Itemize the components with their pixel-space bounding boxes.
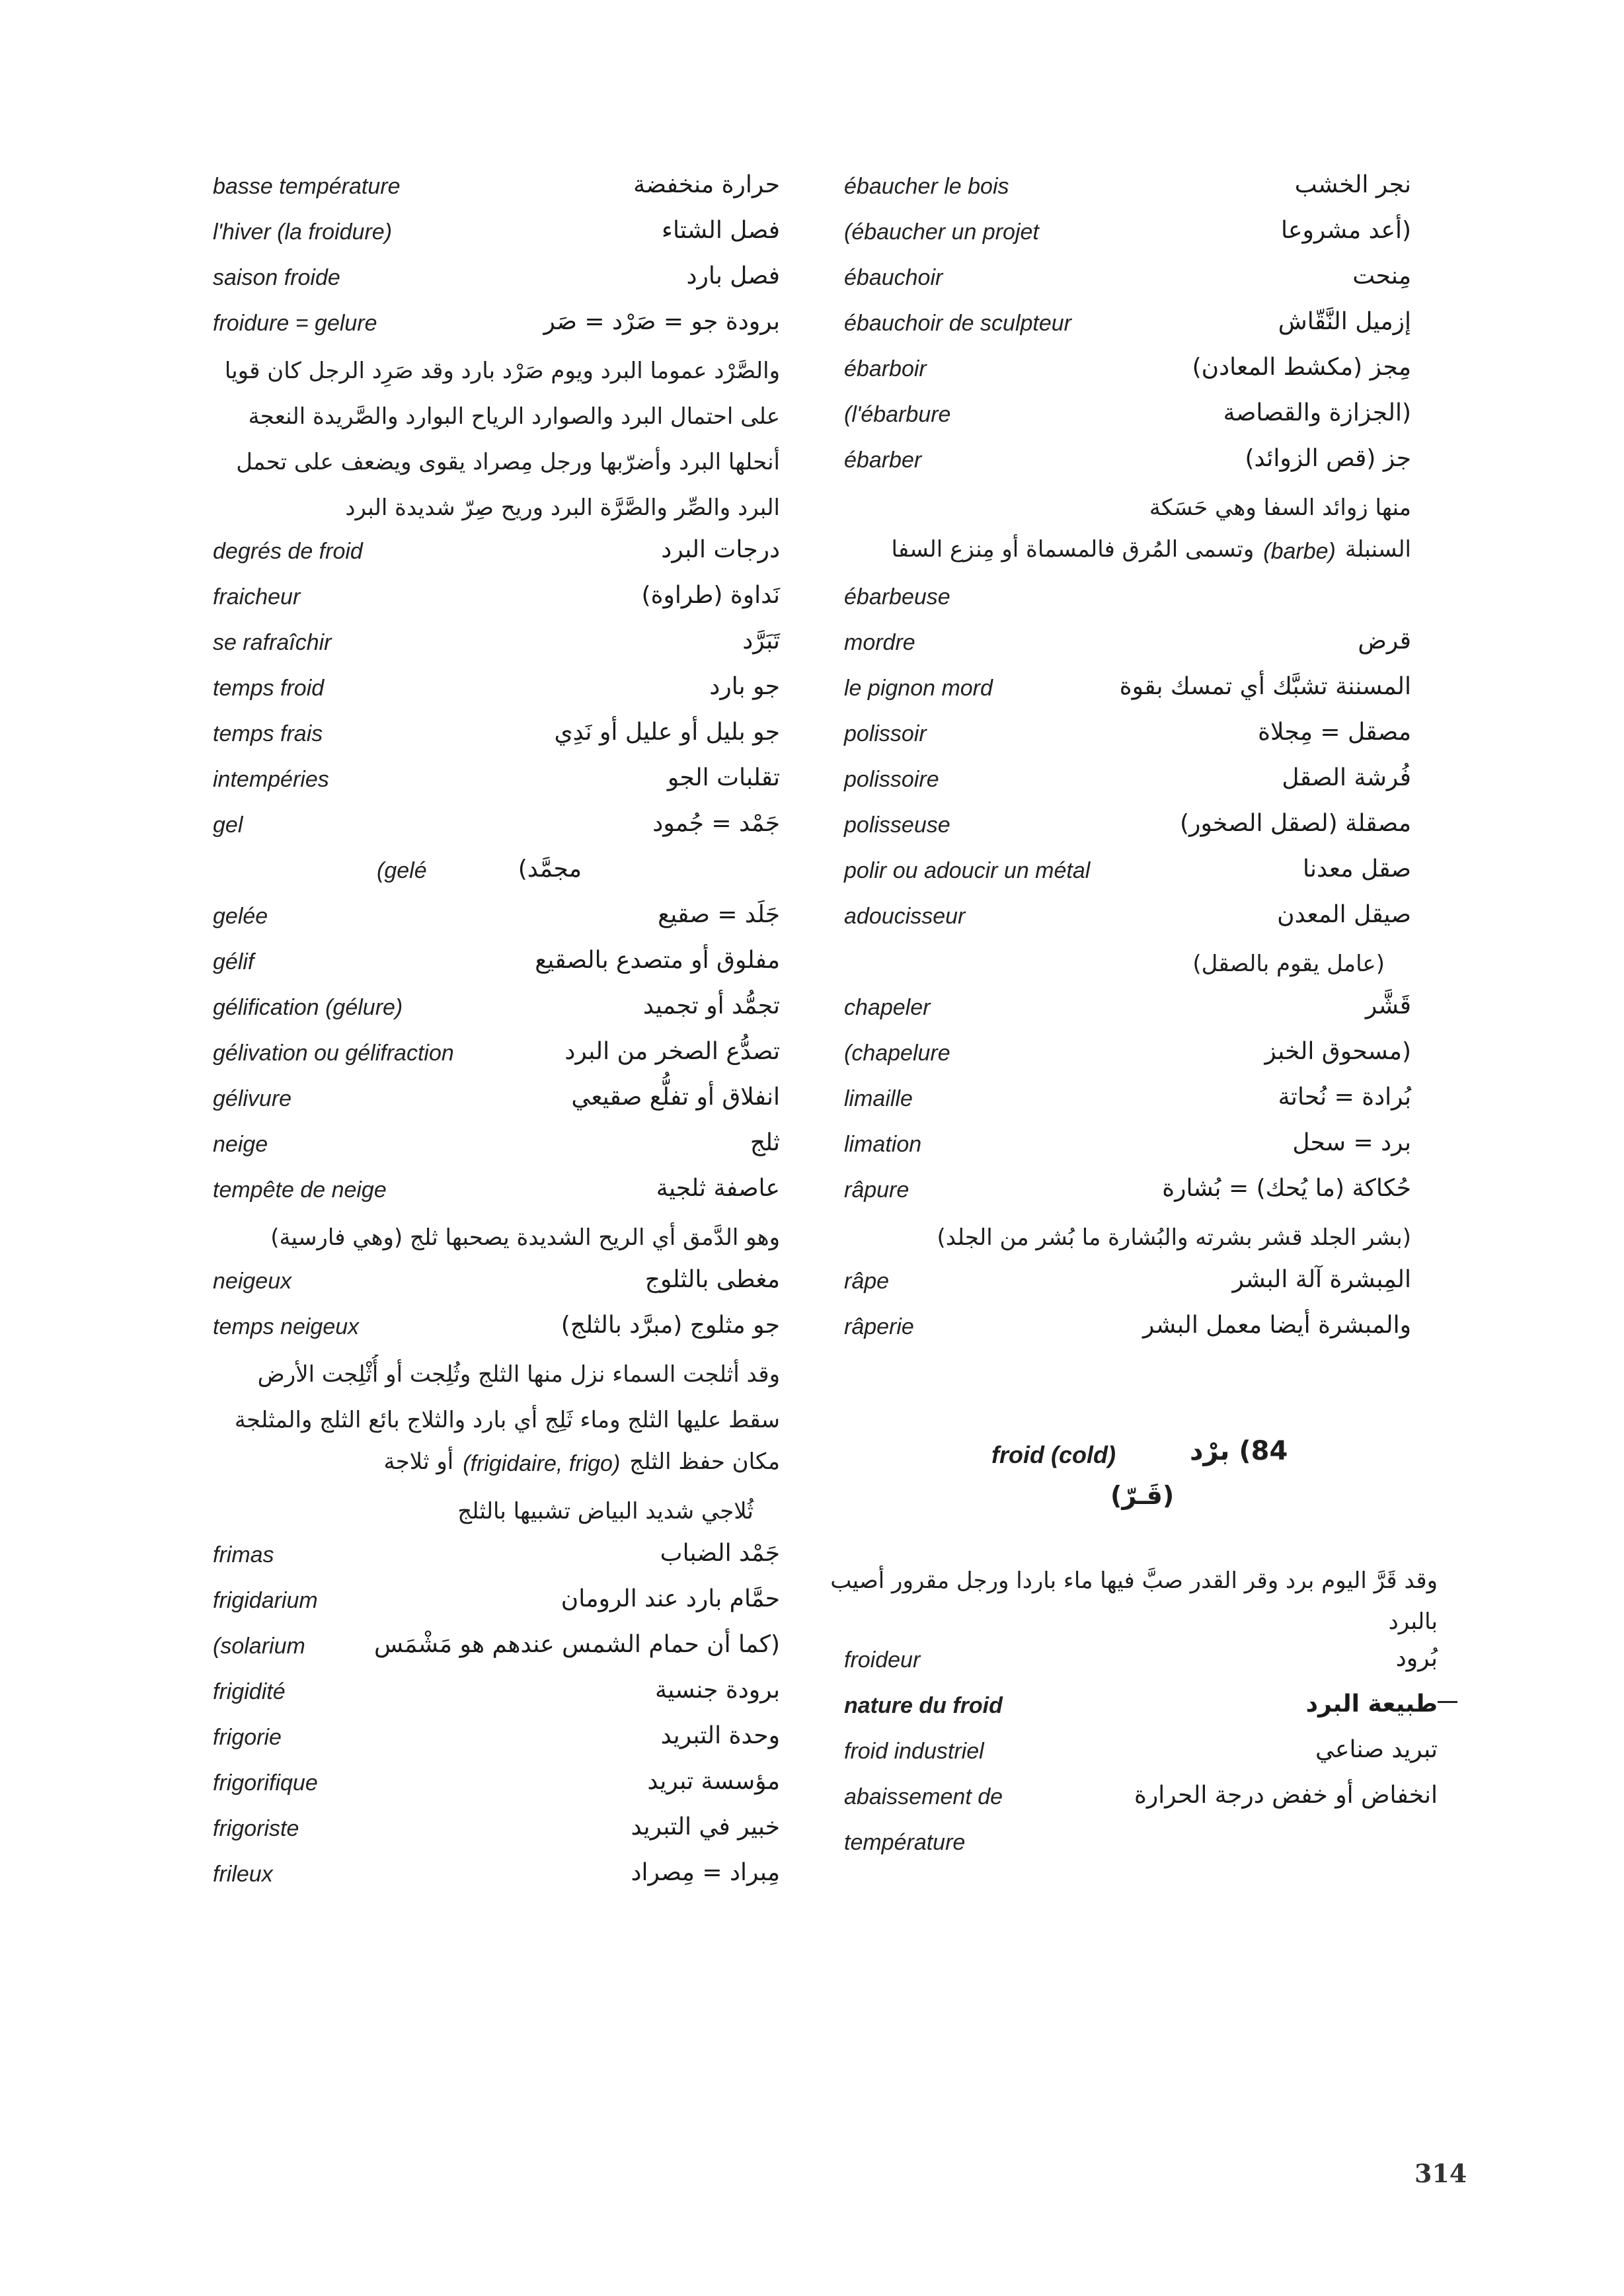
dash-mark [1438, 1701, 1457, 1703]
arabic-term: جَمْد الضباب [660, 1540, 780, 1567]
entry-row [830, 1779, 1438, 1825]
arabic-gloss-end: أو ثلاجة [383, 1448, 454, 1475]
french-term: gélivure [213, 1086, 292, 1111]
arabic-term: خبير في التبريد [631, 1813, 780, 1841]
lower-right-block [830, 1560, 1438, 1870]
arabic-term: جز (قص الزوائد) [1245, 445, 1411, 472]
arabic-term: إزميل النَّقّاش [1278, 308, 1411, 335]
french-term: degrés de froid [213, 539, 363, 564]
french-term: (gelé [377, 858, 427, 883]
entry-row [198, 716, 780, 762]
entry-row [830, 442, 1411, 488]
entry-row [830, 1825, 1438, 1870]
arabic-gloss-line: على احتمال البرد والصوارد الرياح البوارد والصَّريدة النعجة [248, 403, 780, 430]
french-term: limation [844, 1132, 922, 1157]
arabic-term: برودة جو = صَرْد = صَر [543, 308, 780, 335]
arabic-term: صقل معدنا [1302, 855, 1411, 883]
arabic-term: عاصفة ثلجية [656, 1175, 780, 1202]
french-term: frigoriste [213, 1816, 299, 1841]
arabic-term: مِنحت [1352, 262, 1411, 290]
french-term: râperie [844, 1314, 914, 1339]
french-term: le pignon mord [844, 676, 993, 701]
arabic-term: والمبشرة أيضا معمل البشر [1143, 1312, 1411, 1339]
entry-row [830, 169, 1411, 214]
arabic-term: فُرشة الصقل [1282, 764, 1411, 791]
entry-row [830, 1263, 1411, 1309]
french-term: frigorifique [213, 1770, 318, 1796]
entry-row [198, 853, 780, 898]
entry-row [198, 1583, 780, 1628]
arabic-term: حرارة منخفضة [633, 171, 780, 198]
entry-row [830, 990, 1411, 1035]
entry-row [830, 1127, 1411, 1172]
french-term: ébaucher le bois [844, 174, 1009, 199]
entry-row [198, 807, 780, 853]
entry-row [830, 1309, 1411, 1355]
french-term: intempéries [213, 767, 329, 792]
arabic-gloss-line: سقط عليها الثلج وماء ثَلِج أي بارد والثلاج بائع الثلج والمثلجة [234, 1407, 780, 1433]
entry-row [198, 990, 780, 1035]
arabic-term: برد = سحل [1292, 1129, 1411, 1156]
french-term: temps neigeux [213, 1314, 360, 1339]
arabic-term: مغطى بالثلوج [644, 1266, 780, 1293]
arabic-term: مِبراد = مِصراد [631, 1859, 780, 1886]
entry-row [198, 1856, 780, 1902]
arabic-term: (أعد مشروعا [1281, 217, 1411, 244]
entry-row [198, 1172, 780, 1218]
arabic-term: تصدُّع الصخر من البرد [564, 1038, 780, 1065]
entry-row [198, 670, 780, 716]
arabic-term: المِبشرة آلة البشر [1232, 1266, 1411, 1293]
entry-row [198, 1674, 780, 1720]
arabic-term: انفلاق أو تفلُّع صقيعي [571, 1084, 780, 1111]
arabic-term: (مسحوق الخبز [1264, 1038, 1411, 1065]
entry-row [198, 1035, 780, 1081]
arabic-term: حمَّام بارد عند الرومان [561, 1585, 780, 1612]
entry-row [198, 898, 780, 944]
arabic-gloss-line: البرد والصِّر والصَّرَّة البرد وريح صِرّ شديدة البرد [345, 495, 780, 521]
entry-row [198, 1720, 780, 1765]
french-term: gel [213, 812, 243, 838]
mixed-line [198, 1446, 780, 1491]
arabic-term: جو بليل أو عليل أو نَدِي [554, 719, 780, 746]
entry-row [198, 762, 780, 807]
mixed-line [830, 534, 1411, 579]
arabic-gloss-line: وهو الدَّمق أي الريح الشديدة يصحبها ثلج (وهي فارسية) [270, 1224, 780, 1251]
entry-row [830, 625, 1411, 670]
french-term: polir ou adoucir un métal [844, 858, 1091, 883]
french-term: l'hiver (la froidure) [213, 219, 393, 245]
entry-row [830, 716, 1411, 762]
arabic-term: نجر الخشب [1294, 171, 1411, 198]
entry-row [198, 625, 780, 670]
entry-row [198, 1263, 780, 1309]
french-term: (solarium [213, 1634, 305, 1659]
arabic-term: جَمْد = جُمود [652, 810, 780, 837]
entry-row [198, 1765, 780, 1811]
section-paragraph: وقد قَرَّ اليوم برد وقر القدر صبَّ فيها ماء باردا ورجل مقرور أصيب [830, 1567, 1438, 1594]
arabic-term: درجات البرد [661, 536, 780, 563]
french-term: polissoir [844, 721, 927, 746]
arabic-gloss-line: وقد أثلجت السماء نزل منها الثلج وثُلِجت أو أُثْلِجت الأرض [257, 1361, 780, 1388]
entry-row [830, 898, 1411, 944]
entry-row [830, 260, 1411, 305]
page-number: 314 [1414, 2158, 1467, 2188]
arabic-term: جو بارد [709, 673, 780, 700]
section-french-title: froid (cold) [991, 1441, 1116, 1468]
french-term: se rafraîchir [213, 630, 332, 655]
entry-row [830, 1642, 1438, 1688]
arabic-term: انخفاض أو خفض درجة الحرارة [1134, 1782, 1438, 1809]
entry-row [198, 305, 780, 351]
french-term: température [844, 1830, 966, 1855]
french-term: (chapelure [844, 1041, 950, 1066]
french-term: polisseuse [844, 812, 950, 838]
french-term: ébarbeuse [844, 584, 950, 610]
french-term: limaille [844, 1086, 913, 1111]
french-term: neigeux [213, 1269, 292, 1294]
entry-row [830, 579, 1411, 625]
entry-row [830, 1172, 1411, 1218]
french-term: saison froide [213, 265, 340, 290]
arabic-gloss-line: ثُلاجي شديد البياض تشبيها بالثلج [457, 1498, 754, 1524]
arabic-term: (الجزازة والقصاصة [1223, 399, 1411, 426]
arabic-gloss-line: والصَّرْد عموما البرد ويوم صَرْد بارد وقد صَرِد الرجل كان قويا [224, 358, 780, 384]
entry-row [830, 351, 1411, 397]
entry-row [830, 853, 1411, 898]
arabic-gloss-start: السنبلة [1344, 536, 1411, 563]
section-heading [978, 1435, 1388, 1527]
french-term: râpure [844, 1177, 909, 1203]
arabic-term: تجمُّد أو تجميد [642, 992, 780, 1019]
arabic-gloss-line: منها زوائد السفا وهي حَسَكة [1149, 495, 1411, 521]
arabic-gloss-end: وتسمى المُرق فالمسماة أو مِنزع السفا [891, 536, 1255, 563]
entry-row [198, 1309, 780, 1355]
french-term: gelée [213, 904, 268, 929]
arabic-term: فصل الشتاء [662, 217, 780, 244]
entry-row [830, 1035, 1411, 1081]
arabic-gloss-line: (بشر الجلد قشر بشرته والبُشارة ما بُشر من الجلد) [937, 1224, 1411, 1251]
french-term: ébarber [844, 448, 922, 473]
french-term: temps froid [213, 676, 325, 701]
arabic-term: بُرادة = نُحاتة [1278, 1084, 1411, 1111]
french-term: gélif [213, 949, 254, 974]
arabic-term: قرض [1358, 627, 1411, 654]
entry-row [830, 1688, 1438, 1733]
entry-row [198, 1628, 780, 1674]
arabic-term: مؤسسة تبريد [647, 1768, 780, 1795]
arabic-term: نَداوة (طراوة) [641, 582, 780, 609]
entry-row [830, 762, 1411, 807]
entry-row [198, 260, 780, 305]
french-term: froidure = gelure [213, 311, 377, 336]
french-term: (l'ébarbure [844, 402, 951, 427]
lower-entries [830, 1642, 1438, 1870]
arabic-term: جو مثلوج (مبرَّد بالثلج) [561, 1312, 780, 1339]
entry-row [198, 214, 780, 260]
arabic-term: تقلبات الجو [667, 764, 780, 791]
arabic-term: حُكاكة (ما يُحك) = بُشارة [1162, 1175, 1411, 1202]
entry-row [198, 1081, 780, 1127]
french-inline-term: (barbe) [1263, 539, 1336, 564]
french-term: frileux [213, 1862, 273, 1887]
french-term: nature du froid [844, 1693, 1003, 1718]
entry-row [198, 1811, 780, 1856]
arabic-gloss-start: مكان حفظ الثلج [629, 1448, 780, 1475]
arabic-gloss-line: (عامل يقوم بالصقل) [1192, 951, 1385, 977]
arabic-term: (كما أن حمام الشمس عندهم هو مَشْمَس [373, 1631, 780, 1658]
entry-row [830, 305, 1411, 351]
arabic-term: مِجز (مكشط المعادن) [1192, 354, 1411, 381]
french-term: fraicheur [213, 584, 301, 610]
arabic-term: فصل بارد [686, 262, 780, 290]
arabic-term: تبريد صناعي [1315, 1736, 1438, 1763]
french-term: adoucisseur [844, 904, 966, 929]
entry-row [198, 1537, 780, 1583]
arabic-term: بُرود [1395, 1645, 1438, 1672]
arabic-term: قَشَّر [1365, 992, 1411, 1019]
arabic-term: جَلَد = صقيع [658, 901, 780, 928]
entry-row [198, 169, 780, 214]
arabic-term: برودة جنسية [655, 1677, 780, 1704]
arabic-term: تَبَرَّد [742, 627, 780, 654]
entry-row [198, 944, 780, 990]
left-column [198, 169, 780, 1902]
arabic-term: ثلج [750, 1129, 780, 1156]
french-term: ébarboir [844, 356, 927, 381]
arabic-term: وحدة التبريد [660, 1722, 780, 1749]
french-term: frigidarium [213, 1588, 318, 1613]
french-term: ébauchoir de sculpteur [844, 311, 1072, 336]
french-term: neige [213, 1132, 268, 1157]
arabic-term: المسننة تشبَّك أي تمسك بقوة [1119, 673, 1411, 700]
french-term: gélification (gélure) [213, 995, 403, 1020]
french-term: gélivation ou gélifraction [213, 1041, 454, 1066]
entry-row [198, 1127, 780, 1172]
french-term: basse température [213, 174, 401, 199]
entry-row [830, 214, 1411, 260]
french-term: frigorie [213, 1725, 282, 1750]
entry-row [830, 1081, 1411, 1127]
french-term: temps frais [213, 721, 323, 746]
french-term: tempête de neige [213, 1177, 387, 1203]
french-term: râpe [844, 1269, 890, 1294]
french-term: abaissement de [844, 1784, 1003, 1809]
section-arabic-title: 84) برْد [1190, 1436, 1288, 1466]
arabic-term: صيقل المعدن [1277, 901, 1411, 928]
arabic-gloss-line: أنحلها البرد وأضرّبها ورجل مِصراد يقوى ويضعف على تحمل [236, 449, 780, 475]
french-term: ébauchoir [844, 265, 943, 290]
french-term: frimas [213, 1542, 274, 1567]
arabic-term: مجمَّد) [518, 855, 582, 883]
french-term: chapeler [844, 995, 931, 1020]
french-term: mordre [844, 630, 915, 655]
arabic-term: مفلوق أو متصدع بالصقيع [535, 947, 780, 974]
entry-row [830, 670, 1411, 716]
entry-row [830, 807, 1411, 853]
french-term: frigidité [213, 1679, 286, 1704]
arabic-term: مصقلة (لصقل الصخور) [1180, 810, 1411, 837]
entry-row [198, 534, 780, 579]
arabic-term: مصقل = مِجلاة [1258, 719, 1411, 746]
right-column [830, 169, 1411, 1355]
section-paragraph-cont: بالبرد [1388, 1608, 1438, 1635]
french-term: froid industriel [844, 1739, 984, 1764]
entry-row [198, 579, 780, 625]
entry-row [830, 1733, 1438, 1779]
french-term: froideur [844, 1647, 921, 1673]
french-term: (ébaucher un projet [844, 219, 1039, 245]
entry-row [830, 397, 1411, 442]
french-term: polissoire [844, 767, 939, 792]
arabic-term: طبيعة البرد [1305, 1690, 1438, 1718]
section-arabic-subtitle: (قَـرّ) [1110, 1481, 1175, 1510]
french-inline-term: (frigidaire, frigo) [463, 1451, 621, 1476]
